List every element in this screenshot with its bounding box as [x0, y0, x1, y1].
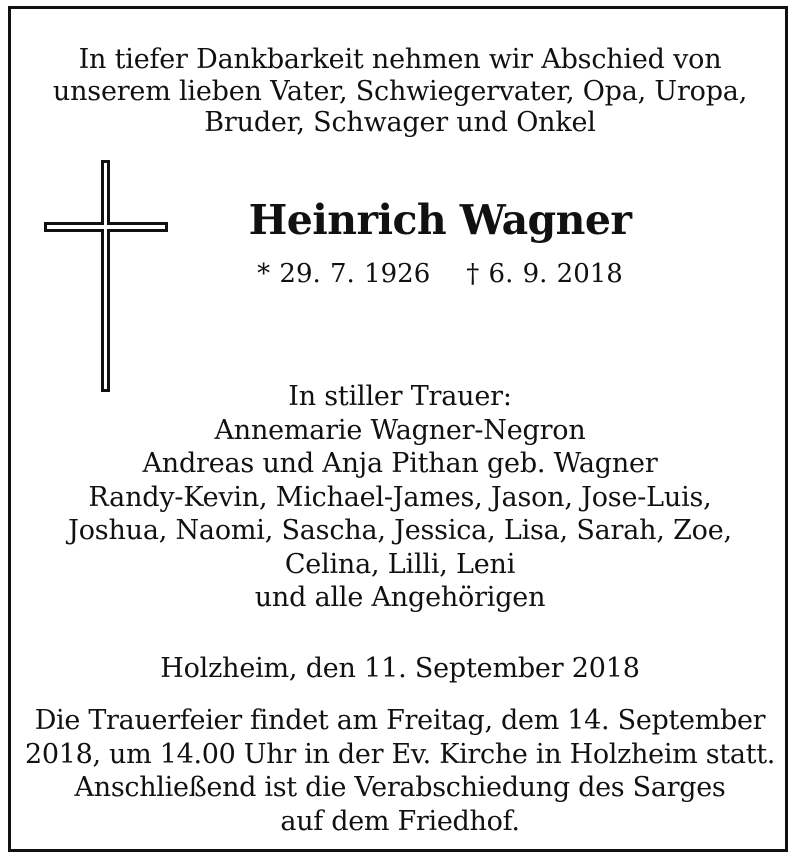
service-line: Die Trauerfeier findet am Freitag, dem 14. September [34, 705, 766, 736]
mourner-line: Joshua, Naomi, Sascha, Jessica, Lisa, Sarah, Zoe, [68, 515, 732, 546]
mourner-line: Andreas und Anja Pithan geb. Wagner [142, 448, 658, 479]
mourner-line: und alle Angehörigen [254, 582, 546, 613]
place-date [0, 653, 800, 684]
service-info [0, 704, 800, 838]
service-line: Anschließend ist die Verabschiedung des Sarges [74, 772, 726, 803]
life-dates [200, 259, 680, 289]
mourner-line: Celina, Lilli, Leni [284, 548, 516, 580]
service-line: auf dem Friedhof. [280, 805, 520, 837]
intro-line: unserem lieben Vater, Schwiegervater, Opa, Uropa, [52, 75, 748, 107]
mourner-line: Annemarie Wagner-Negron [214, 414, 586, 446]
mourners-heading: In stiller Trauer: [288, 381, 512, 412]
latin-cross-icon [44, 160, 168, 396]
mourner-line: Randy-Kevin, Michael-James, Jason, Jose-Luis, [88, 481, 712, 513]
deceased-name: Heinrich Wagner [248, 196, 632, 244]
intro-line: Bruder, Schwager und Onkel [204, 107, 596, 138]
intro-text [0, 44, 800, 139]
death-date: † 6. 9. 2018 [466, 259, 623, 289]
mourners-list [0, 380, 800, 615]
service-line: 2018, um 14.00 Uhr in der Ev. Kirche in Holzheim statt. [24, 738, 776, 770]
birth-date: * 29. 7. 1926 [257, 259, 431, 289]
place-date-line: Holzheim, den 11. September 2018 [160, 653, 640, 684]
intro-line: In tiefer Dankbarkeit nehmen wir Abschied von [78, 44, 722, 75]
